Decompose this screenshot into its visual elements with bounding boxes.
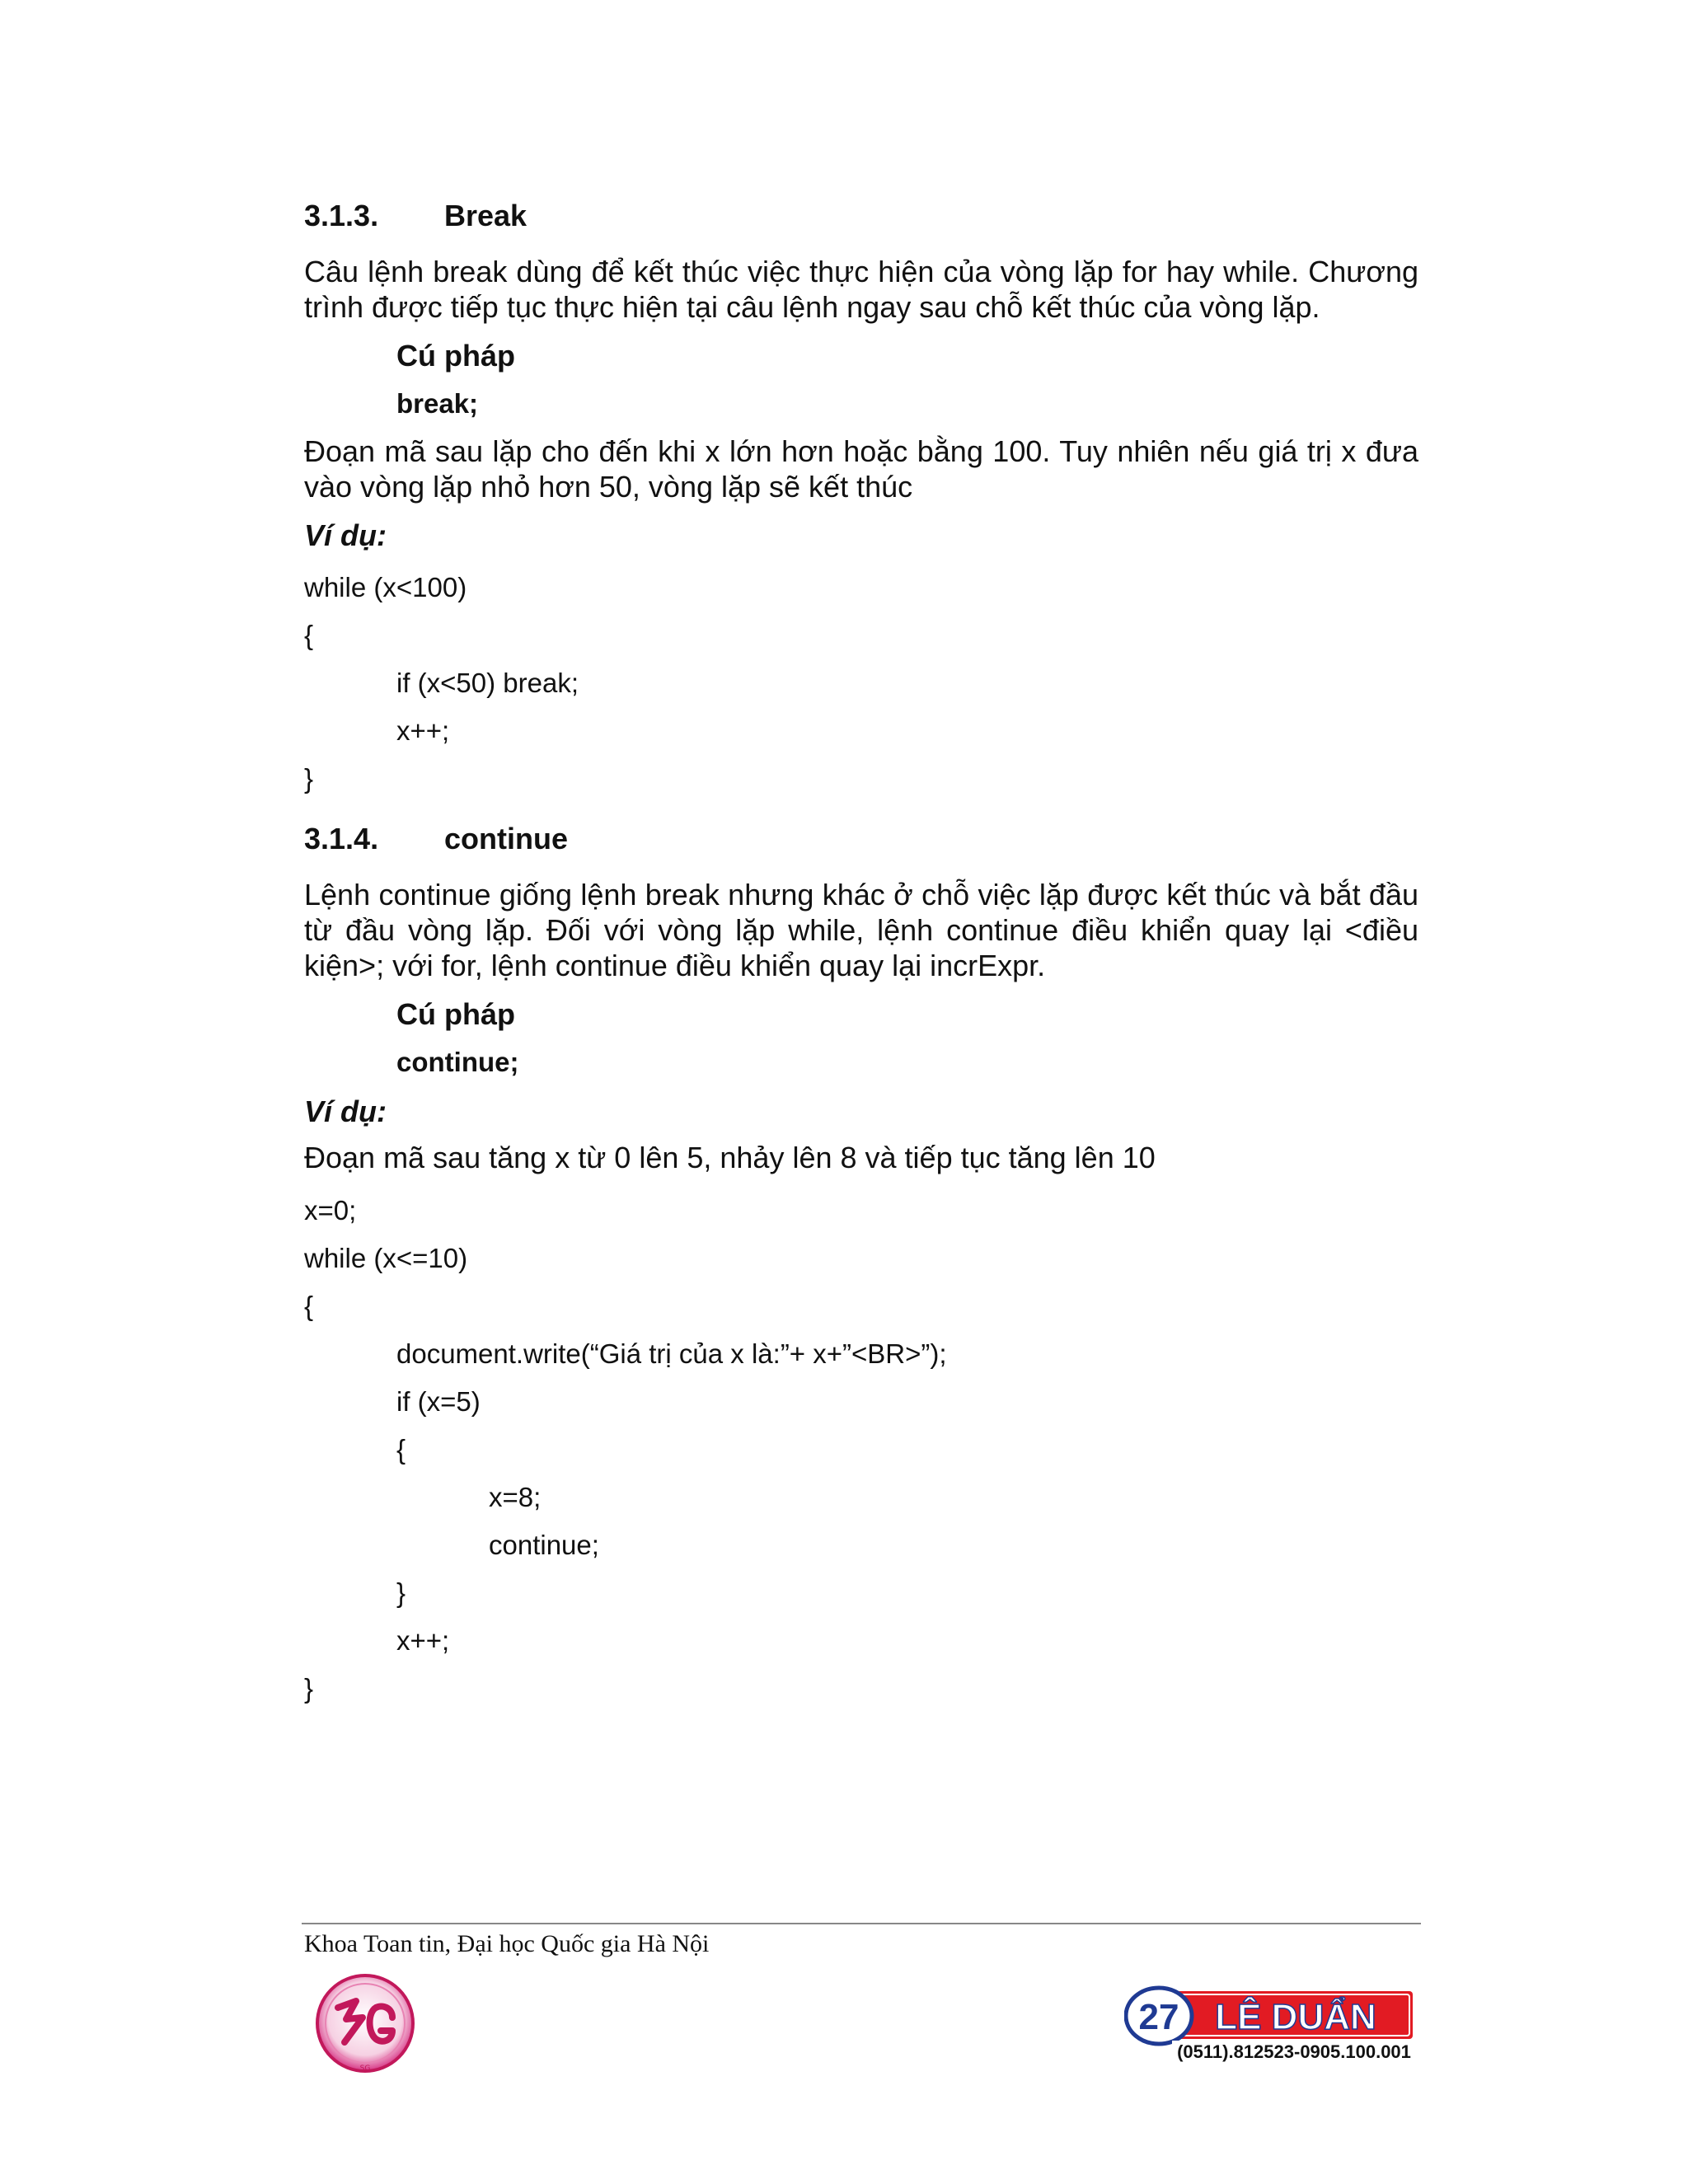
continue-example-label: Ví dụ: [304, 1094, 387, 1128]
break-syntax-code: break; [396, 388, 479, 419]
section-title: continue [444, 822, 568, 855]
continue-description: Đoạn mã sau tăng x từ 0 lên 5, nhảy lên 8 và tiếp tục tăng lên 10 [304, 1141, 1156, 1174]
le-duan-logo [1124, 1981, 1414, 2064]
section-heading-continue [304, 819, 1418, 859]
code-line: document.write(“Giá trị của x là:”+ x+”<BR>”); [396, 1338, 947, 1369]
page-content [304, 196, 1418, 1713]
break-syntax-title: Cú pháp [396, 339, 515, 373]
section-number: 3.1.4. [304, 822, 379, 855]
break-example-label: Ví dụ: [304, 518, 387, 552]
logo-number: 27 [1138, 1997, 1179, 2037]
logo-phone: (0511).812523-0905.100.001 [1177, 2041, 1411, 2062]
footer-divider [302, 1923, 1421, 1924]
break-description: Đoạn mã sau lặp cho đến khi x lớn hơn hoặc bằng 100. Tuy nhiên nếu giá trị x đưa vào vòng lặp nhỏ hơn 50, vòng lặp sẽ kết thúc [304, 434, 1418, 504]
code-line: { [396, 1434, 406, 1465]
sg-logo-text: SG [359, 2064, 371, 2073]
code-line: x=0; [304, 1195, 357, 1226]
continue-code-block [304, 1187, 1418, 1713]
continue-syntax-code: continue; [396, 1047, 519, 1077]
break-code-block [304, 564, 1418, 803]
continue-syntax-title: Cú pháp [396, 997, 515, 1031]
code-line: { [304, 1291, 314, 1321]
section-title: Break [444, 199, 528, 232]
section-gap [304, 803, 1418, 819]
code-line: x++; [396, 715, 450, 746]
break-intro-paragraph: Câu lệnh break dùng để kết thúc việc thực hiện của vòng lặp for hay while. Chương trình được tiếp tục thực hiện tại câu lệnh ngay sau chỗ kết thúc của vòng lặp. [304, 255, 1418, 324]
code-line: } [304, 1673, 314, 1704]
code-line: if (x=5) [396, 1386, 481, 1417]
code-line: { [304, 620, 314, 650]
code-line: } [396, 1577, 406, 1608]
section-heading-break [304, 196, 1418, 236]
code-line: continue; [489, 1530, 599, 1560]
code-line: while (x<=10) [304, 1243, 468, 1273]
section-number: 3.1.3. [304, 199, 379, 232]
code-line: x++; [396, 1625, 450, 1656]
code-line: while (x<100) [304, 572, 467, 602]
code-line: x=8; [489, 1482, 542, 1512]
continue-intro-paragraph: Lệnh continue giống lệnh break nhưng khác ở chỗ việc lặp được kết thúc và bắt đầu từ đầu vòng lặp. Đối với vòng lặp while, lệnh continue điều khiển quay lại <điều kiện>; với for, lệnh continue điều khiển quay lại incrExpr. [304, 878, 1418, 982]
code-line: if (x<50) break; [396, 668, 579, 698]
code-line: } [304, 763, 314, 794]
sg-logo-icon [313, 1971, 417, 2075]
logo-name: LÊ DUẨN [1215, 1997, 1376, 2037]
footer-text: Khoa Toan tin, Đại học Quốc gia Hà Nội [304, 1930, 710, 1957]
